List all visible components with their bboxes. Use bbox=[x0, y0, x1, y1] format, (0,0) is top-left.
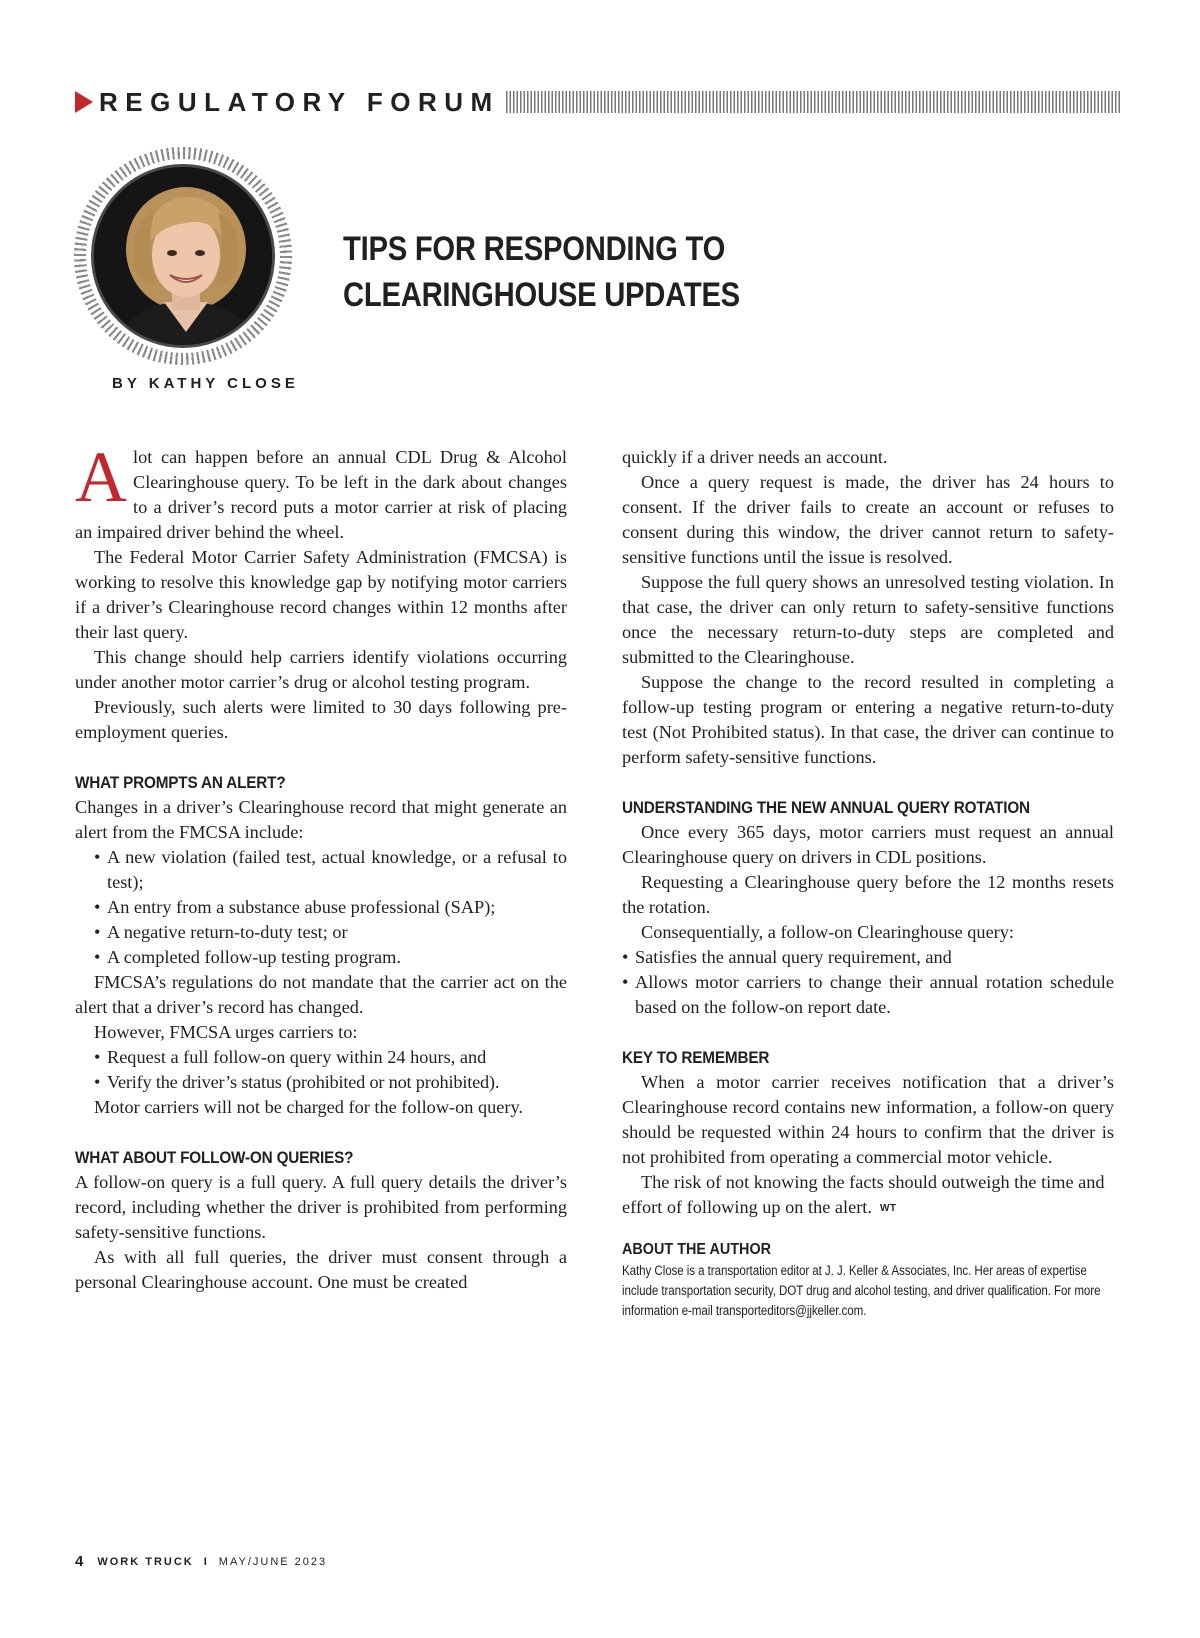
heading-follow-on: WHAT ABOUT FOLLOW-ON QUERIES? bbox=[75, 1148, 354, 1167]
title-line-1: TIPS FOR RESPONDING TO bbox=[343, 230, 726, 268]
paragraph: The risk of not knowing the facts should outweigh the time and effort of following up on the alert. WT bbox=[622, 1172, 1105, 1217]
list-item: • A completed follow-up testing program. bbox=[94, 945, 567, 970]
list-item: • An entry from a substance abuse professional (SAP); bbox=[94, 895, 567, 920]
heading-rotation: UNDERSTANDING THE NEW ANNUAL QUERY ROTATION bbox=[622, 798, 1030, 817]
alert-list bbox=[75, 845, 567, 970]
author-portrait bbox=[74, 147, 292, 365]
list-item: • Satisfies the annual query requirement, and bbox=[622, 945, 1114, 970]
header-hatch-bar bbox=[506, 91, 1120, 113]
issue-date: MAY/JUNE 2023 bbox=[218, 1555, 328, 1568]
list-item: • Request a full follow-on query within 24 hours, and bbox=[94, 1045, 567, 1070]
paragraph: Once every 365 days, motor carriers must request an annual Clearinghouse query on drivers in CDL positions. bbox=[622, 822, 1114, 867]
magazine-name: WORK TRUCK bbox=[97, 1555, 194, 1568]
paragraph: Suppose the change to the record resulted in completing a follow-up testing program or entering a negative return-to-duty test (Not Prohibited status). In that case, the driver can continue to perform safety-sensitive functions. bbox=[622, 672, 1114, 767]
paragraph: When a motor carrier receives notification that a driver’s Clearinghouse record contains new information, a follow-on query should be requested within 24 hours to confirm that the driver is not prohibited from operating a commercial motor vehicle. bbox=[622, 1072, 1114, 1167]
title-line-2: CLEARINGHOUSE UPDATES bbox=[343, 276, 740, 314]
intro-paragraph: Alot can happen before an annual CDL Drug & Alcohol Clearinghouse query. To be left in the dark about changes to a driver’s record puts a motor carrier at risk of placing an impaired driver behind the wheel. bbox=[75, 437, 567, 542]
about-author-body: Kathy Close is a transportation editor at J. J. Keller & Associates, Inc. Her areas of expertise include transportation security, DOT drug and alcohol testing, and driver qualification. For more information e-mail transporteditors@jjkeller.com. bbox=[622, 1263, 1101, 1319]
section-title: REGULATORY FORUM bbox=[99, 86, 500, 117]
drop-cap: A bbox=[75, 437, 127, 517]
urge-list bbox=[75, 1045, 567, 1095]
paragraph: A follow-on query is a full query. A full query details the driver’s record, including whether the driver is prohibited from performing safety-sensitive functions. bbox=[75, 1172, 567, 1242]
right-column bbox=[622, 445, 1114, 1321]
end-mark: WT bbox=[879, 1203, 897, 1215]
section-header bbox=[75, 86, 1120, 118]
paragraph: The Federal Motor Carrier Safety Administration (FMCSA) is working to resolve this knowledge gap by notifying motor carriers if a driver’s Clearinghouse record changes within 12 months after their last query. bbox=[75, 547, 567, 642]
heading-key: KEY TO REMEMBER bbox=[622, 1048, 770, 1067]
page-footer bbox=[75, 1553, 327, 1570]
page-number: 4 bbox=[75, 1553, 84, 1570]
paragraph: Once a query request is made, the driver has 24 hours to consent. If the driver fails to create an account or refuses to consent during this window, the driver cannot return to safety-sensitive functions until the issue is resolved. bbox=[622, 472, 1114, 567]
paragraph: However, FMCSA urges carriers to: bbox=[94, 1022, 358, 1042]
byline: BY KATHY CLOSE bbox=[112, 375, 299, 392]
rotation-list bbox=[622, 945, 1114, 1020]
paragraph: Suppose the full query shows an unresolved testing violation. In that case, the driver can only return to safety-sensitive functions once the necessary return-to-duty steps are completed and submitted to the Clearinghouse. bbox=[622, 572, 1114, 667]
list-item: • A negative return-to-duty test; or bbox=[94, 920, 567, 945]
list-item: • Verify the driver’s status (prohibited or not prohibited). bbox=[94, 1070, 567, 1095]
author-photo bbox=[91, 164, 275, 348]
portrait-illustration bbox=[94, 167, 275, 348]
heading-alert: WHAT PROMPTS AN ALERT? bbox=[75, 773, 286, 792]
article-title bbox=[343, 226, 790, 318]
paragraph: Requesting a Clearinghouse query before the 12 months resets the rotation. bbox=[622, 872, 1114, 917]
paragraph: This change should help carriers identify violations occurring under another motor carrier’s drug or alcohol testing program. bbox=[75, 647, 567, 692]
about-author-heading: ABOUT THE AUTHOR bbox=[622, 1241, 772, 1259]
footer-separator: I bbox=[203, 1555, 209, 1568]
list-item: • A new violation (failed test, actual knowledge, or a refusal to test); bbox=[94, 845, 567, 895]
triangle-icon bbox=[75, 91, 93, 113]
paragraph: FMCSA’s regulations do not mandate that the carrier act on the alert that a driver’s record has changed. bbox=[75, 972, 567, 1017]
left-column bbox=[75, 437, 567, 1295]
list-item: • Allows motor carriers to change their annual rotation schedule based on the follow-on report date. bbox=[622, 970, 1114, 1020]
paragraph: Motor carriers will not be charged for the follow-on query. bbox=[94, 1097, 523, 1117]
paragraph: Consequentially, a follow-on Clearinghouse query: bbox=[641, 922, 1014, 942]
paragraph: Previously, such alerts were limited to 30 days following pre-employment queries. bbox=[75, 697, 567, 742]
paragraph: Changes in a driver’s Clearinghouse record that might generate an alert from the FMCSA include: bbox=[75, 797, 567, 842]
paragraph: quickly if a driver needs an account. bbox=[622, 447, 888, 467]
paragraph: As with all full queries, the driver must consent through a personal Clearinghouse account. One must be created bbox=[75, 1247, 567, 1292]
